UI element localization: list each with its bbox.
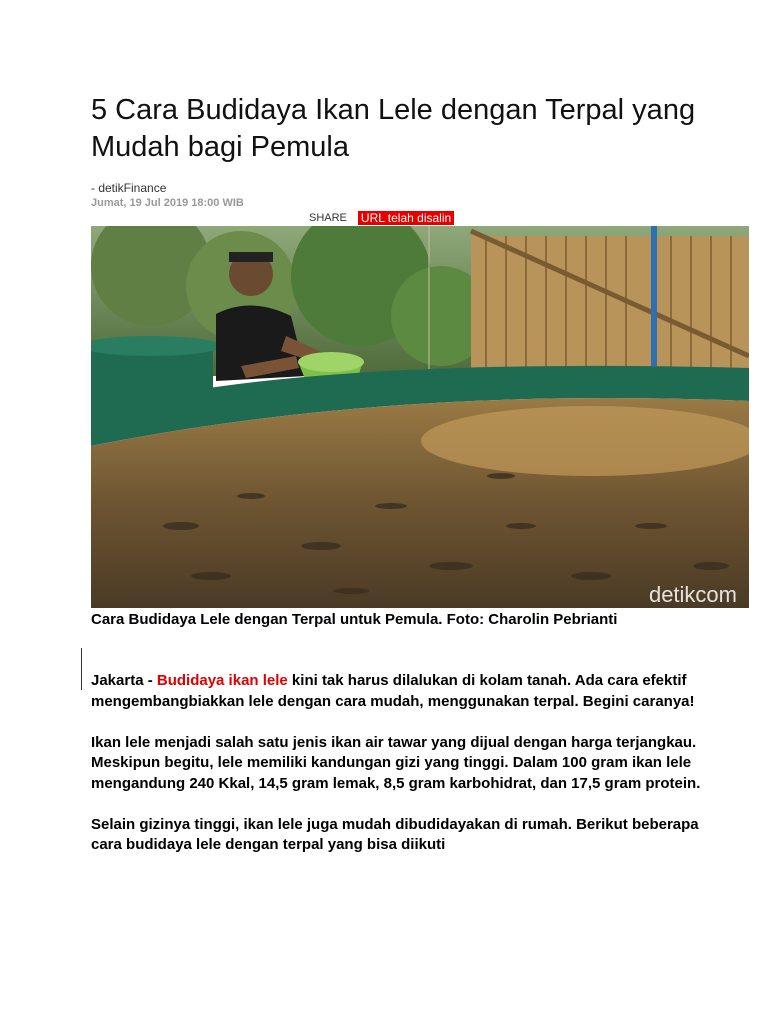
paragraph-2: Ikan lele menjadi salah satu jenis ikan air tawar yang dijual dengan harga terjangkau. Meskipun begitu, lele memiliki kandungan gizi yang tinggi. Dalam 100 gram ikan lele mengandung 240 Kkal, 14,5 gram lemak, 8,5 gram karbohidrat, dan 17,5 gram protein. bbox=[91, 733, 701, 792]
article-title: 5 Cara Budidaya Ikan Lele dengan Terpal yang Mudah bagi Pemula bbox=[91, 94, 696, 163]
url-copied-badge: URL telah disalin bbox=[358, 211, 454, 225]
article-photo bbox=[91, 226, 749, 608]
paragraph-3: Selain gizinya tinggi, ikan lele juga mudah dibudidayakan di rumah. Berikut beberapa cara budidaya lele dengan terpal yang bisa diikuti bbox=[91, 815, 699, 853]
paragraph-1 bbox=[91, 671, 731, 712]
budidaya-link[interactable]: Budidaya ikan lele bbox=[156, 672, 288, 689]
article-source: - detikFinance bbox=[91, 181, 167, 195]
paragraph-1-text: kini tak harus dilalukan di kolam tanah. Ada cara efektif mengembangbiakkan lele dengan cara mudah, menggunakan terpal. Begini caranya! bbox=[91, 672, 695, 710]
photo-watermark: detikcom bbox=[648, 582, 737, 607]
photo-illustration bbox=[91, 226, 749, 608]
share-button[interactable]: SHARE bbox=[309, 212, 347, 224]
photo-caption: Cara Budidaya Lele dengan Terpal untuk Pemula. Foto: Charolin Pebrianti bbox=[91, 611, 618, 628]
article-date: Jumat, 19 Jul 2019 18:00 WIB bbox=[91, 197, 244, 209]
article-body bbox=[91, 671, 731, 876]
dateline: Jakarta - bbox=[91, 672, 157, 689]
text-cursor bbox=[81, 648, 82, 690]
share-bar bbox=[309, 211, 454, 225]
